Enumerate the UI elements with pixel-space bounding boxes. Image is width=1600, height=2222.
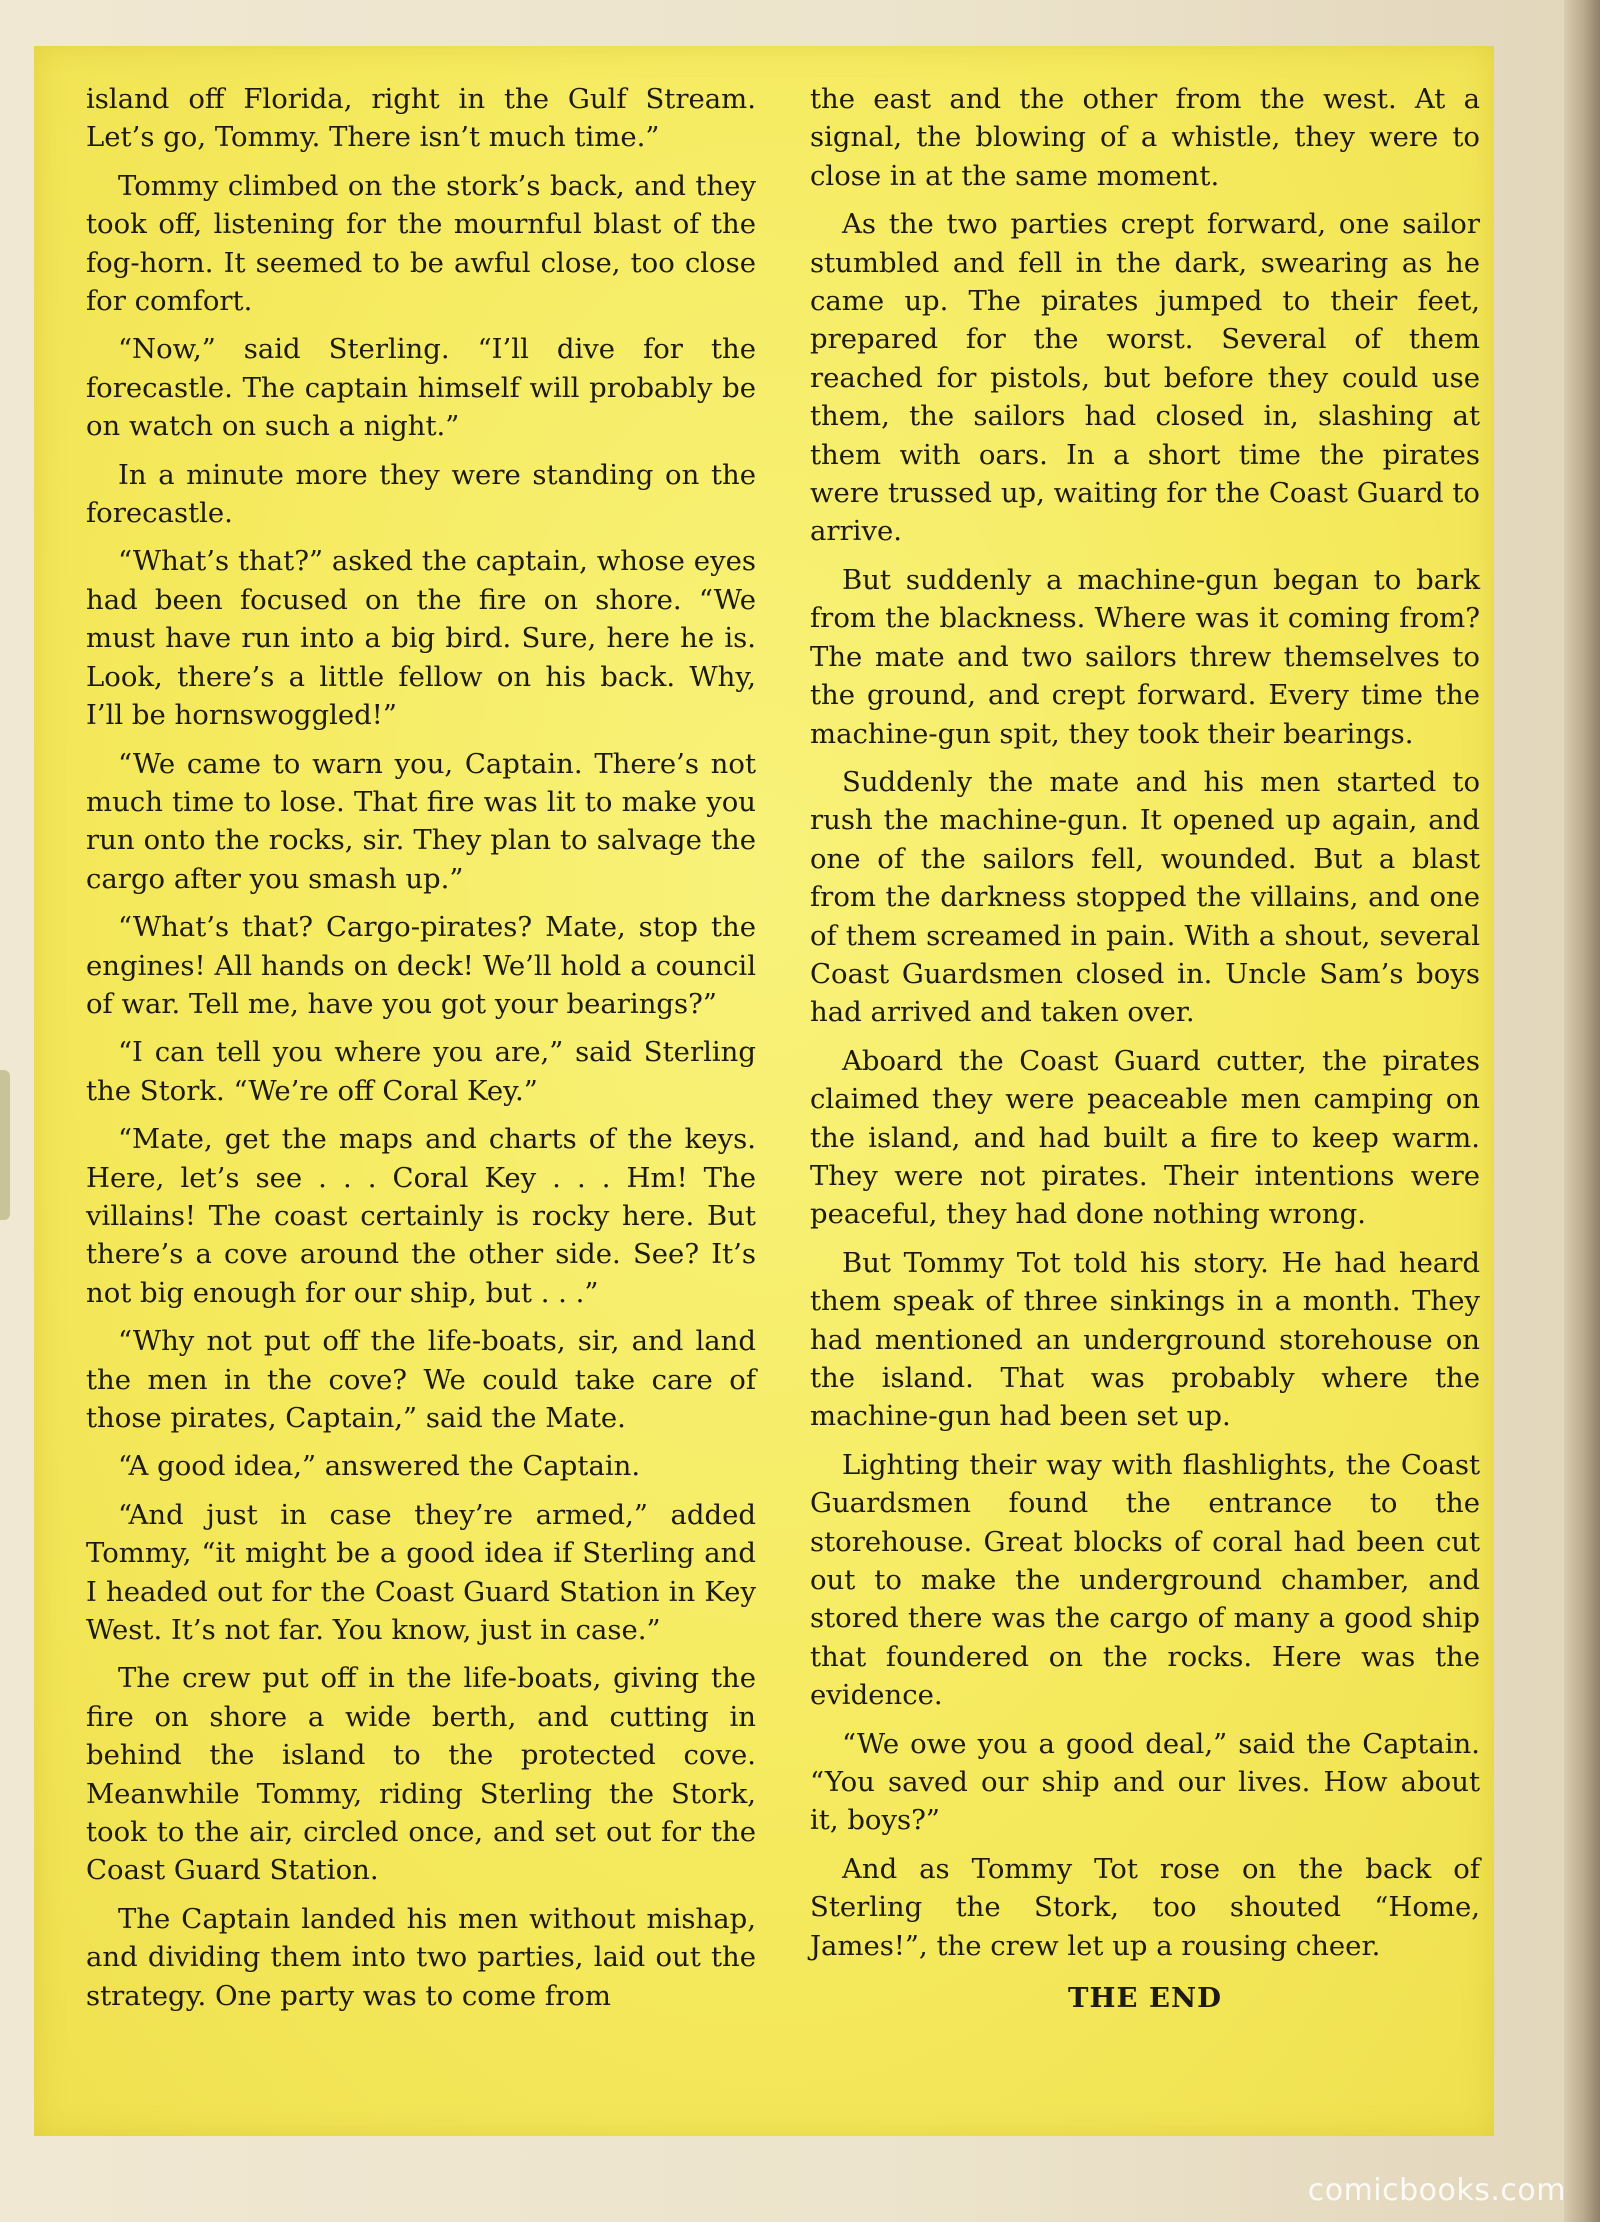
- paragraph: In a minute more they were standing on the forecastle.: [86, 458, 756, 530]
- paragraph: The Captain landed his men without mishap, and dividing them into two parties, laid out the strategy. One party was to come from: [86, 1902, 756, 2012]
- story-columns: [86, 80, 1480, 2090]
- yellow-text-panel: [34, 46, 1494, 2136]
- paragraph: “Mate, get the maps and charts of the keys. Here, let’s see . . . Coral Key . . . Hm! The villains! The coast certainly is rocky here. But there’s a cove around the other side. See? It’s not big enough for our ship, but . . .”: [86, 1123, 756, 1309]
- paragraph: As the two parties crept forward, one sailor stumbled and fell in the dark, swearing as he came up. The pirates jumped to their feet, prepared for the worst. Several of them reached for pistols, but before they could use them, the sailors had closed in, slashing at them with oars. In a short time the pirates were trussed up, waiting for the Coast Guard to arrive.: [810, 208, 1480, 548]
- paragraph: “What’s that? Cargo-pirates? Mate, stop the engines! All hands on deck! We’ll hold a council of war. Tell me, have you got your bearings?”: [86, 911, 756, 1020]
- page-edge-tab: [0, 1070, 10, 1220]
- paragraph: Lighting their way with flashlights, the Coast Guardsmen found the entrance to the storehouse. Great blocks of coral had been cut out to make the underground chamber, and stored there was the cargo of many a good ship that foundered on the rocks. Here was the evidence.: [810, 1448, 1480, 1712]
- paragraph: “I can tell you where you are,” said Sterling the Stork. “We’re off Coral Key.”: [86, 1036, 756, 1107]
- paragraph: Suddenly the mate and his men started to rush the machine-gun. It opened up again, and one of the sailors fell, wounded. But a blast from the darkness stopped the villains, and one of them screamed in pain. With a shout, several Coast Guardsmen closed in. Uncle Sam’s boys had arrived and taken over.: [810, 765, 1480, 1029]
- site-watermark: comicbooks.com: [1307, 2173, 1566, 2208]
- the-end-label: THE END: [1068, 1982, 1222, 2015]
- paragraph: “We came to warn you, Captain. There’s not much time to lose. That fire was lit to make you run onto the rocks, sir. They plan to salvage the cargo after you smash up.”: [86, 747, 756, 895]
- paragraph: “What’s that?” asked the captain, whose eyes had been focused on the fire on shore. “We must have run into a big bird. Sure, here he is. Look, there’s a little fellow on his back. Why, I’ll be hornswoggled!”: [86, 545, 756, 732]
- paragraph: But suddenly a machine-gun began to bark from the blackness. Where was it coming from? The mate and two sailors threw themselves to the ground, and crept forward. Every time the machine-gun spit, they took their bearings.: [810, 563, 1480, 750]
- paragraph: “And just in case they’re armed,” added Tommy, “it might be a good idea if Sterling and I headed out for the Coast Guard Station in Key West. It’s not far. You know, just in case.”: [86, 1498, 756, 1647]
- paragraph: “A good idea,” answered the Captain.: [118, 1450, 641, 1483]
- paragraph: The crew put off in the life-boats, giving the fire on shore a wide berth, and cutting in behind the island to the protected cove. Meanwhile Tommy, riding Sterling the Stork, took to the air, circled once, and set out for the Coast Guard Station.: [86, 1662, 756, 1887]
- paragraph: And as Tommy Tot rose on the back of Sterling the Stork, too shouted “Home, James!”, the crew let up a rousing cheer.: [810, 1852, 1480, 1962]
- paragraph: island off Florida, right in the Gulf Stream. Let’s go, Tommy. There isn’t much time.”: [86, 83, 756, 154]
- paragraph: the east and the other from the west. At a signal, the blowing of a whistle, they were to close in at the same moment.: [810, 83, 1480, 192]
- paragraph: But Tommy Tot told his story. He had heard them speak of three sinkings in a month. They had mentioned an underground storehouse on the island. That was probably where the machine-gun had been set up.: [810, 1246, 1480, 1433]
- paragraph: “We owe you a good deal,” said the Captain. “You saved our ship and our lives. How about it, boys?”: [810, 1727, 1480, 1837]
- book-spine: [1564, 0, 1600, 2222]
- paragraph: Aboard the Coast Guard cutter, the pirates claimed they were peaceable men camping on the island, and had built a fire to keep warm. They were not pirates. Their intentions were peaceful, they had done nothing wrong.: [810, 1044, 1480, 1231]
- paragraph: Tommy climbed on the stork’s back, and they took off, listening for the mournful blast of the fog-horn. It seemed to be awful close, too close for comfort.: [86, 169, 756, 318]
- right-column: [810, 80, 1480, 2090]
- paragraph: “Why not put off the life-boats, sir, and land the men in the cove? We could take care of those pirates, Captain,” said the Mate.: [86, 1325, 756, 1434]
- left-column: [86, 80, 756, 2090]
- paragraph: “Now,” said Sterling. “I’ll dive for the forecastle. The captain himself will probably be on watch on such a night.”: [86, 333, 756, 443]
